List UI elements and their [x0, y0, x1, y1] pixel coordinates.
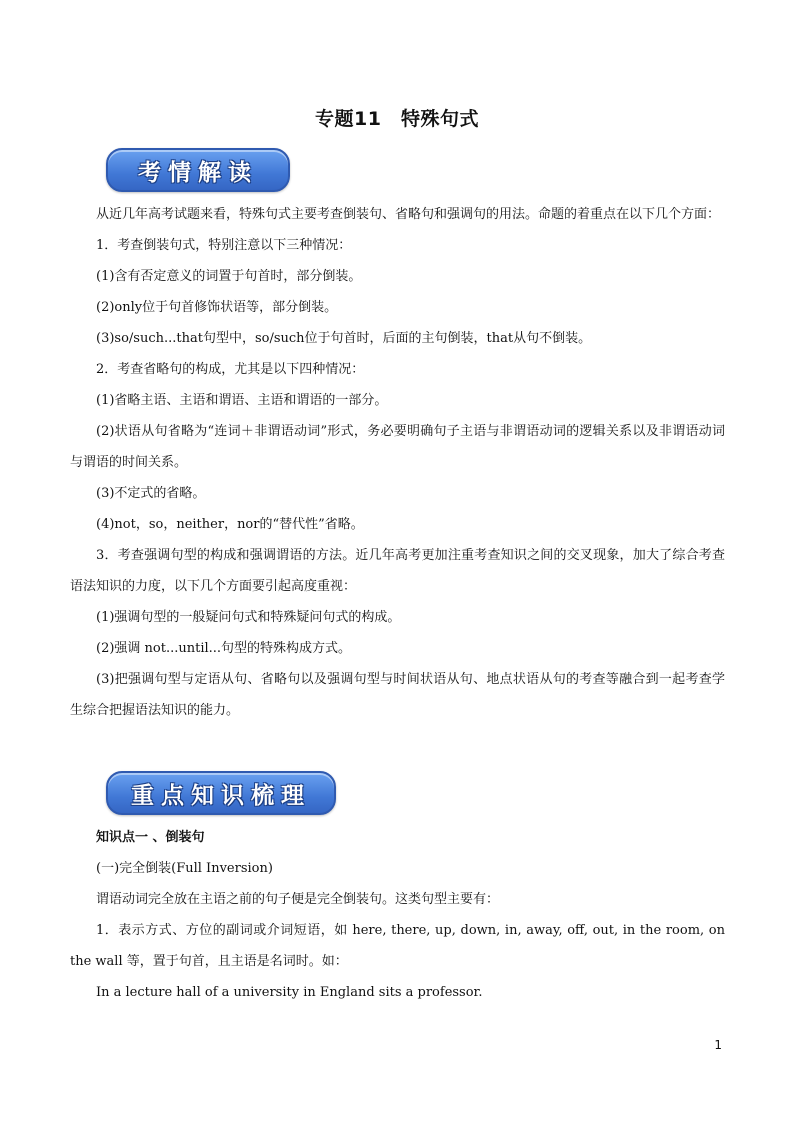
- paragraph: 3．考查强调句型的构成和强调谓语的方法。近几年高考更加注重考查知识之间的交叉现象，加大了综合考查语法知识的力度，以下几个方面要引起高度重视：: [70, 548, 725, 594]
- paragraph: (一)完全倒装(Full Inversion): [96, 861, 273, 876]
- paragraph: 1．考查倒装句式，特别注意以下三种情况：: [96, 238, 352, 253]
- paragraph: (3)不定式的省略。: [96, 486, 206, 501]
- paragraph: In a lecture hall of a university in England sits a professor.: [96, 985, 483, 1000]
- paragraph: (4)not，so，neither，nor的“替代性”省略。: [96, 517, 364, 532]
- paragraph: (3)把强调句型与定语从句、省略句以及强调句型与时间状语从句、地点状语从句的考查等融合到一起考查学生综合把握语法知识的能力。: [70, 672, 725, 718]
- paragraph: (1)省略主语、主语和谓语、主语和谓语的一部分。: [96, 393, 388, 408]
- paragraph: (2)强调 not...until...句型的特殊构成方式。: [96, 641, 352, 656]
- section-banner-key-knowledge: 重点知识梳理: [106, 771, 336, 815]
- paragraph: 从近几年高考试题来看，特殊句式主要考查倒装句、省略句和强调句的用法。命题的着重点在以下几个方面：: [96, 207, 721, 222]
- paragraph: (2)only位于句首修饰状语等，部分倒装。: [96, 300, 338, 315]
- paragraph: (3)so/such...that句型中，so/such位于句首时，后面的主句倒装，that从句不倒装。: [96, 331, 592, 346]
- page-title: 专题11 特殊句式: [315, 108, 479, 130]
- knowledge-point-heading: 知识点一 、倒装句: [96, 830, 205, 845]
- section-banner-exam-analysis: 考情解读: [106, 148, 290, 192]
- paragraph: (1)强调句型的一般疑问句式和特殊疑问句式的构成。: [96, 610, 401, 625]
- paragraph: (1)含有否定意义的词置于句首时，部分倒装。: [96, 269, 362, 284]
- paragraph: 谓语动词完全放在主语之前的句子便是完全倒装句。这类句型主要有：: [96, 892, 500, 907]
- page-number: 1: [714, 1038, 722, 1052]
- key-knowledge-content: [70, 822, 725, 1008]
- paragraph: (2)状语从句省略为“连词＋非谓语动词”形式，务必要明确句子主语与非谓语动词的逻辑关系以及非谓语动词与谓语的时间关系。: [70, 424, 725, 470]
- exam-analysis-content: [70, 199, 725, 726]
- paragraph: 2．考查省略句的构成，尤其是以下四种情况：: [96, 362, 365, 377]
- paragraph: 1．表示方式、方位的副词或介词短语，如 here, there, up, down, in, away, off, out, in the room, on the wall 等，置于句首，且主语是名词时。如：: [70, 923, 725, 969]
